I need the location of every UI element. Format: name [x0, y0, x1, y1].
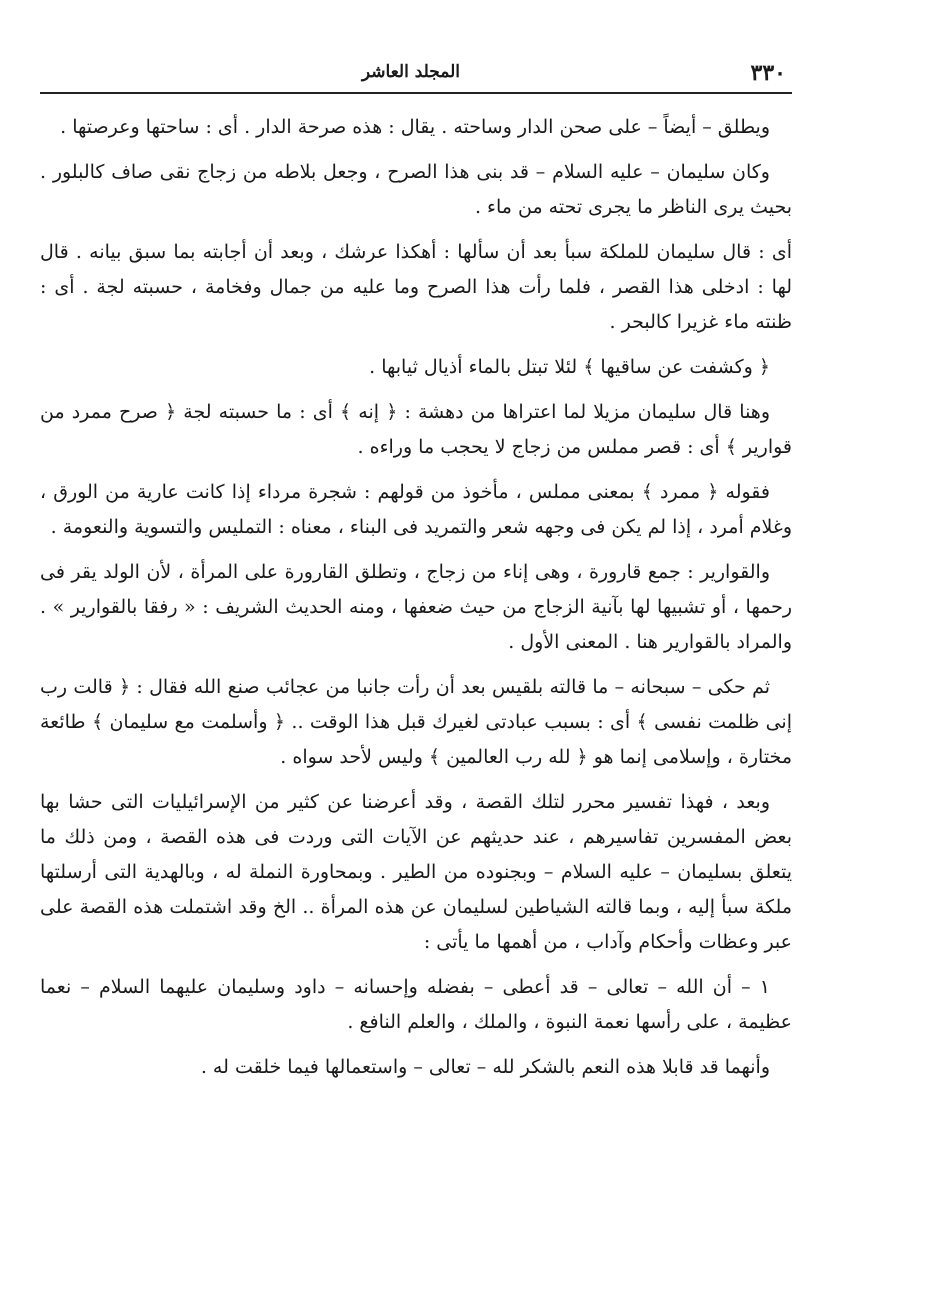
paragraph-sulaiman-palace: وكان سليمان – عليه السلام – قد بنى هذا الصرح ، وجعل بلاطه من زجاج نقى صاف كالبلور . بحيث يرى الناظر ما يجرى تحته من ماء . — [40, 161, 792, 218]
page-number: ٣٣٠ — [750, 60, 786, 86]
page-header — [40, 58, 792, 94]
running-title: المجلد العاشر — [361, 62, 460, 82]
paragraph-bilqis-submission: ثم حكى – سبحانه – ما قالته بلقيس بعد أن رأت جانبا من عجائب صنع الله فقال : ﴿ قالت رب إنى ظلمت نفسى ﴾ أى : بسبب عبادتى لغيرك قبل هذا الوقت .. ﴿ وأسلمت مع سليمان ﴾ طائعة مختارة ، وإسلامى إنما هو ﴿ لله رب العالمين ﴾ وليس لأحد سواه . — [40, 676, 792, 768]
paragraph-queen-entry: أى : قال سليمان للملكة سبأ بعد أن سألها : أهكذا عرشك ، وبعد أن أجابته بما سبق بيانه . قال لها : ادخلى هذا القصر ، فلما رأت هذا الصرح وما عليه من جمال وفخامة ، حسبته لجة . أى : ظنته ماء غزيرا كالبحر . — [40, 241, 792, 333]
page-body — [40, 110, 792, 1095]
paragraph-uncover-legs: ﴿ وكشفت عن ساقيها ﴾ لئلا تبتل بالماء أذيال ثيابها . — [369, 356, 770, 378]
paragraph-lessons-intro: وبعد ، فهذا تفسير محرر لتلك القصة ، وقد أعرضنا عن كثير من الإسرائيليات التى حشا بها بعض المفسرين تفاسيرهم ، عند حديثهم عن الآيات التى وردت فى هذه القصة ، ومن ذلك ما يتعلق بسليمان – عليه السلام – وبجنوده من الطير . وبمحاورة النملة له ، وبالهدية التى أرسلتها ملكة سبأ إليه ، وبما قالته الشياطين لسليمان عن هذه المرأة .. الخ وقد اشتملت هذه القصة على عبر وعظات وأحكام وآداب ، من أهمها ما يأتى : — [40, 791, 792, 953]
paragraph-lesson-one: ١ – أن الله – تعالى – قد أعطى – بفضله وإحسانه – داود وسليمان عليهما السلام – نعما عظيمة ، على رأسها نعمة النبوة ، والملك ، والعلم النافع . — [40, 976, 792, 1033]
paragraph-qawarir: والقوارير : جمع قارورة ، وهى إناء من زجاج ، وتطلق القارورة على المرأة ، لأن الولد يقر فى رحمها ، أو تشبيها لها بآنية الزجاج من حيث ضعفها ، ومنه الحديث الشريف : « رفقا بالقوارير » . والمراد بالقوارير هنا . المعنى الأول . — [40, 561, 792, 653]
paragraph-glass-palace: وهنا قال سليمان مزيلا لما اعتراها من دهشة : ﴿ إنه ﴾ أى : ما حسبته لجة ﴿ صرح ممرد من قوارير ﴾ أى : قصر مملس من زجاج لا يحجب ما وراءه . — [40, 401, 792, 458]
paragraph-mumarrad: فقوله ﴿ ممرد ﴾ بمعنى مملس ، مأخوذ من قولهم : شجرة مرداء إذا كانت عارية من الورق ، وغلام أمرد ، إذا لم يكن فى وجهه شعر والتمريد فى البناء ، معناه : التمليس والتسوية والنعومة . — [40, 481, 792, 538]
paragraph-sarh-meaning: ويطلق – أيضاً – على صحن الدار وساحته . يقال : هذه صرحة الدار . أى : ساحتها وعرصتها . — [60, 116, 770, 138]
paragraph-gratitude: وأنهما قد قابلا هذه النعم بالشكر لله – تعالى – واستعمالها فيما خلقت له . — [200, 1056, 770, 1078]
